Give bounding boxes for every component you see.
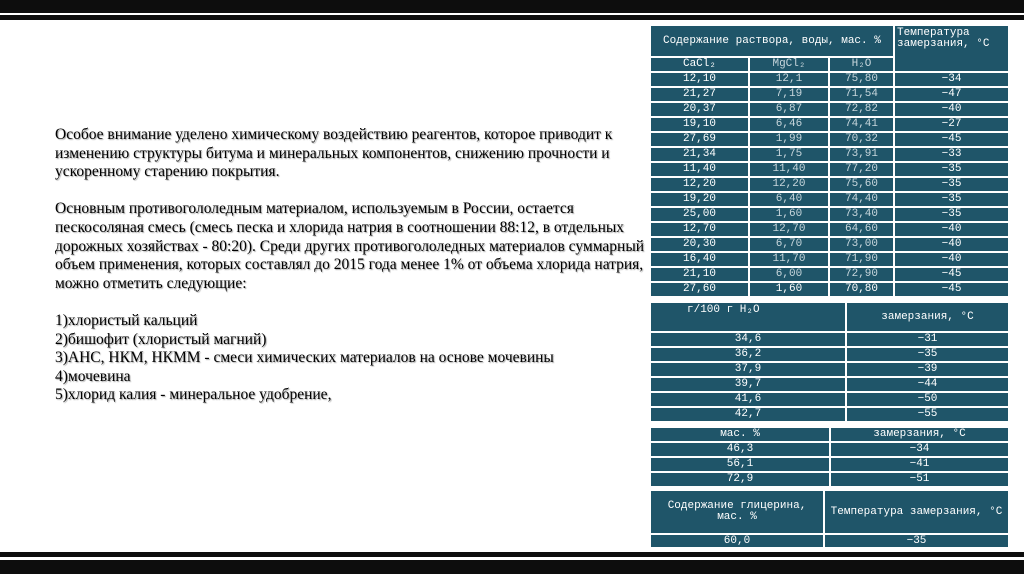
- table-row: [650, 147, 1009, 162]
- table-row: [650, 472, 1009, 487]
- cell-mgcl2: 6,46: [749, 117, 829, 132]
- table-row: [650, 442, 1009, 457]
- cell-value: 34,6: [650, 332, 846, 347]
- slide-text: [55, 126, 645, 405]
- cell-temp: −39: [846, 362, 1009, 377]
- cell-mgcl2: 12,70: [749, 222, 829, 237]
- cell-cacl2: 25,00: [650, 207, 749, 222]
- cell-value: 36,2: [650, 347, 846, 362]
- header-freezing: замерзания, °С: [846, 302, 1009, 332]
- cell-temp: −40: [894, 222, 1009, 237]
- table-row: [650, 117, 1009, 132]
- header-glycerin-content: Содержание глицерина, мас. %: [650, 490, 824, 534]
- cell-mgcl2: 6,40: [749, 192, 829, 207]
- cell-value: 37,9: [650, 362, 846, 377]
- table-row: [650, 362, 1009, 377]
- cell-cacl2: 21,34: [650, 147, 749, 162]
- cell-mgcl2: 12,1: [749, 72, 829, 87]
- cell-cacl2: 12,10: [650, 72, 749, 87]
- cell-h2o: 72,90: [829, 267, 894, 282]
- table-header-row: [650, 302, 1009, 332]
- cell-value: 56,1: [650, 457, 830, 472]
- cell-h2o: 74,41: [829, 117, 894, 132]
- table-mass-percent: [649, 426, 1010, 488]
- table-row: [650, 282, 1009, 297]
- cell-cacl2: 19,20: [650, 192, 749, 207]
- cell-cacl2: 16,40: [650, 252, 749, 267]
- table-row: [650, 392, 1009, 407]
- table-row: [650, 534, 1009, 548]
- table-header-row: [650, 490, 1009, 534]
- cell-temp: −33: [894, 147, 1009, 162]
- cell-cacl2: 20,37: [650, 102, 749, 117]
- cell-cacl2: 12,20: [650, 177, 749, 192]
- cell-h2o: 77,20: [829, 162, 894, 177]
- top-border-line: [0, 15, 1024, 20]
- table-row: [650, 347, 1009, 362]
- table-salt-solutions: [649, 24, 1010, 298]
- table-header-row: [650, 25, 1009, 57]
- subheader-mgcl2: MgCl₂: [749, 57, 829, 72]
- cell-temp: −35: [894, 177, 1009, 192]
- cell-temp: −35: [824, 534, 1009, 548]
- list-item: 4)мочевина: [55, 367, 131, 385]
- cell-value: 60,0: [650, 534, 824, 548]
- cell-h2o: 75,80: [829, 72, 894, 87]
- header-concentration: г/100 г H₂O: [650, 302, 846, 332]
- table-header-row: [650, 427, 1009, 442]
- table-row: [650, 267, 1009, 282]
- subheader-h2o: H₂O: [829, 57, 894, 72]
- cell-temp: −45: [894, 267, 1009, 282]
- subheader-cacl2: CaCl₂: [650, 57, 749, 72]
- cell-h2o: 71,54: [829, 87, 894, 102]
- cell-cacl2: 27,60: [650, 282, 749, 297]
- cell-temp: −35: [846, 347, 1009, 362]
- cell-mgcl2: 11,40: [749, 162, 829, 177]
- cell-cacl2: 12,70: [650, 222, 749, 237]
- cell-temp: −34: [894, 72, 1009, 87]
- list-item: 2)бишофит (хлористый магний): [55, 330, 267, 348]
- table-row: [650, 457, 1009, 472]
- table-row: [650, 72, 1009, 87]
- header-freezing-temp: Температура замерзания, °С: [824, 490, 1009, 534]
- cell-value: 46,3: [650, 442, 830, 457]
- header-solution-content: Содержание раствора, воды, мас. %: [650, 25, 894, 57]
- cell-h2o: 73,91: [829, 147, 894, 162]
- cell-cacl2: 21,27: [650, 87, 749, 102]
- cell-cacl2: 11,40: [650, 162, 749, 177]
- cell-temp: −51: [830, 472, 1009, 487]
- cell-temp: −34: [830, 442, 1009, 457]
- cell-h2o: 74,40: [829, 192, 894, 207]
- cell-h2o: 72,82: [829, 102, 894, 117]
- cell-h2o: 70,32: [829, 132, 894, 147]
- cell-temp: −31: [846, 332, 1009, 347]
- table-row: [650, 207, 1009, 222]
- cell-mgcl2: 7,19: [749, 87, 829, 102]
- cell-temp: −27: [894, 117, 1009, 132]
- paragraph-main: Основным противогололедным материалом, используемым в России, остается пескосоляная смесь (смесь песка и хлорида натрия в соотношении 88:12, в отдельных дорожных хозяйствах - 80:20). Среди других противогололедных материалов суммарный объем применения, которых составлял до 2015 года менее 1% от объема хлорида натрия, можно отметить следующие:: [55, 200, 645, 292]
- top-border-bar: [0, 0, 1024, 13]
- table-row: [650, 87, 1009, 102]
- cell-temp: −40: [894, 102, 1009, 117]
- bottom-border-bar: [0, 560, 1024, 574]
- cell-temp: −35: [894, 192, 1009, 207]
- table-glycerin: [649, 489, 1010, 549]
- cell-temp: −47: [894, 87, 1009, 102]
- table-row: [650, 192, 1009, 207]
- cell-mgcl2: 1,75: [749, 147, 829, 162]
- cell-value: 42,7: [650, 407, 846, 422]
- cell-temp: −40: [894, 237, 1009, 252]
- cell-cacl2: 27,69: [650, 132, 749, 147]
- table-solubility: [649, 301, 1010, 423]
- cell-h2o: 75,60: [829, 177, 894, 192]
- table-row: [650, 177, 1009, 192]
- table-row: [650, 102, 1009, 117]
- cell-mgcl2: 1,60: [749, 207, 829, 222]
- cell-h2o: 73,00: [829, 237, 894, 252]
- table-row: [650, 252, 1009, 267]
- cell-mgcl2: 6,87: [749, 102, 829, 117]
- materials-list: [55, 312, 645, 405]
- paragraph-intro: Особое внимание уделено химическому воздействию реагентов, которое приводит к изменению структуры битума и минеральных компонентов, снижению прочности и ускоренному старению покрытия.: [55, 126, 613, 181]
- table-row: [650, 332, 1009, 347]
- cell-temp: −50: [846, 392, 1009, 407]
- table-row: [650, 162, 1009, 177]
- cell-temp: −55: [846, 407, 1009, 422]
- list-item: 5)хлорид калия - минеральное удобрение,: [55, 386, 332, 404]
- cell-cacl2: 21,10: [650, 267, 749, 282]
- header-mass-percent: мас. %: [650, 427, 830, 442]
- cell-h2o: 71,90: [829, 252, 894, 267]
- cell-h2o: 73,40: [829, 207, 894, 222]
- cell-temp: −45: [894, 282, 1009, 297]
- cell-mgcl2: 6,70: [749, 237, 829, 252]
- cell-temp: −35: [894, 207, 1009, 222]
- list-item: 3)АНС, НКМ, НКММ - смеси химических материалов на основе мочевины: [55, 349, 554, 367]
- table-row: [650, 407, 1009, 422]
- table-row: [650, 237, 1009, 252]
- header-freezing: замерзания, °С: [830, 427, 1009, 442]
- cell-temp: −44: [846, 377, 1009, 392]
- cell-mgcl2: 11,70: [749, 252, 829, 267]
- table-row: [650, 222, 1009, 237]
- cell-temp: −41: [830, 457, 1009, 472]
- bottom-border-line: [0, 552, 1024, 557]
- cell-cacl2: 19,10: [650, 117, 749, 132]
- cell-h2o: 70,80: [829, 282, 894, 297]
- cell-mgcl2: 1,99: [749, 132, 829, 147]
- cell-mgcl2: 12,20: [749, 177, 829, 192]
- cell-temp: −40: [894, 252, 1009, 267]
- cell-value: 39,7: [650, 377, 846, 392]
- cell-temp: −45: [894, 132, 1009, 147]
- cell-mgcl2: 6,00: [749, 267, 829, 282]
- table-row: [650, 132, 1009, 147]
- list-item: 1)хлористый кальций: [55, 311, 198, 329]
- cell-mgcl2: 1,60: [749, 282, 829, 297]
- cell-cacl2: 20,30: [650, 237, 749, 252]
- cell-value: 41,6: [650, 392, 846, 407]
- cell-value: 72,9: [650, 472, 830, 487]
- header-freezing-temp: Температура замерзания, °С: [894, 25, 1009, 72]
- cell-temp: −35: [894, 162, 1009, 177]
- table-row: [650, 377, 1009, 392]
- cell-h2o: 64,60: [829, 222, 894, 237]
